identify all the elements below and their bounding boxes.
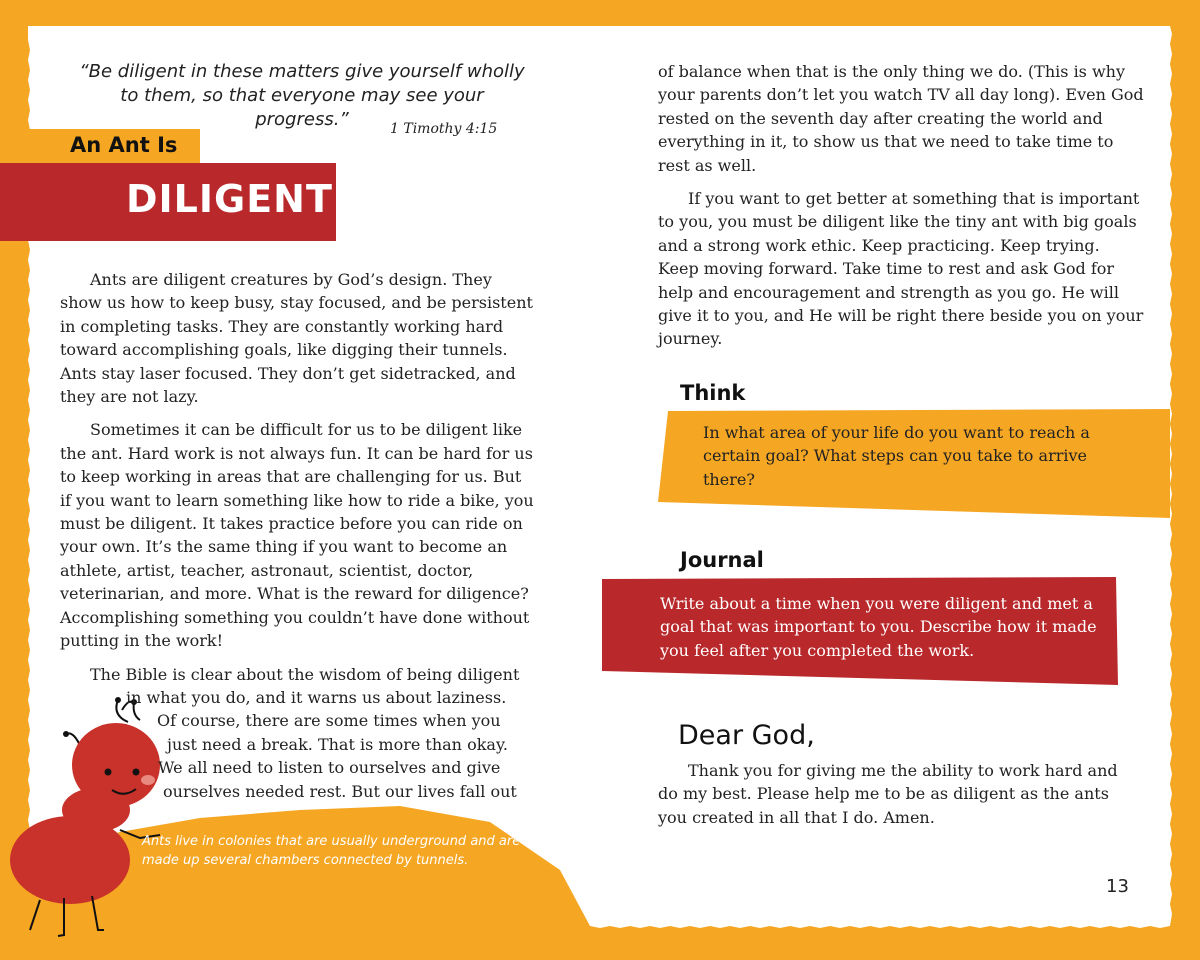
think-heading: Think: [680, 381, 746, 405]
journal-heading: Journal: [680, 548, 764, 572]
text-line: ourselves needed rest. But our lives fall out: [163, 781, 517, 801]
right-column: [658, 60, 1144, 361]
kicker-band: [0, 129, 200, 163]
journal-prompt: Write about a time when you were diligent and met a goal that was important to you. Describe how it made you feel after you completed the work.: [660, 594, 1097, 660]
text-line: We all need to listen to ourselves and give: [158, 758, 501, 778]
body-paragraph: Ants are diligent creatures by God’s design. They show us how to keep busy, stay focused, and be persistent in completing tasks. They are constantly working hard toward accomplishing goals, like digging their tunnels. Ants stay laser focused. They don’t get sidetracked, and they are not lazy.: [60, 270, 533, 407]
text-line: The Bible is clear about the wisdom of being diligent: [90, 664, 520, 684]
title-band: [0, 163, 336, 241]
text-line: Of course, there are some times when you: [157, 711, 501, 731]
think-prompt: In what area of your life do you want to reach a certain goal? What steps can you take to arrive there?: [703, 423, 1090, 489]
left-column: [60, 268, 534, 803]
scripture-reference: 1 Timothy 4:15: [390, 121, 498, 137]
body-paragraph: Sometimes it can be difficult for us to be diligent like the ant. Hard work is not always fun. It can be hard for us to keep working in areas that are challenging for us. But if you want to learn something like how to ride a bike, you must be diligent. It takes practice before you can ride on your own. It’s the same thing if you want to become an athlete, artist, teacher, astronaut, scientist, doctor, veterinarian, and more. What is the reward for diligence? Accomplishing something you couldn’t have done without putting in the work!: [60, 420, 534, 651]
body-paragraph-wrapped: [60, 663, 534, 803]
scripture-quote: “Be diligent in these matters give yourself wholly to them, so that everyone may see your progress.”: [79, 61, 525, 130]
ant-fact-caption: Ants live in colonies that are usually underground and are made up several chambers connected by tunnels.: [142, 834, 521, 868]
body-paragraph: of balance when that is the only thing we do. (This is why your parents don’t let you watch TV all day long). Even God rested on the seventh day after creating the world and everything in it, to show us that we need to take time to rest as well.: [658, 62, 1144, 175]
text-line: in what you do, and it warns us about laziness.: [126, 687, 507, 707]
text-line: just need a break. That is more than okay.: [167, 734, 508, 754]
kicker-label: An Ant Is: [70, 133, 178, 157]
body-paragraph: If you want to get better at something that is important to you, you must be diligent like the tiny ant with big goals and a strong work ethic. Keep practicing. Keep trying. Keep moving forward. Take time to rest and ask God for help and encouragement and strength as you go. He will give it to you, and He will be right there beside you on your journey.: [658, 189, 1144, 349]
prayer-text: Thank you for giving me the ability to work hard and do my best. Please help me to be as diligent as the ants you created in all that I do. Amen.: [658, 761, 1118, 827]
page-title: DILIGENT: [126, 177, 333, 221]
page-number: 13: [1106, 876, 1129, 897]
prayer-heading: Dear God,: [678, 720, 815, 751]
